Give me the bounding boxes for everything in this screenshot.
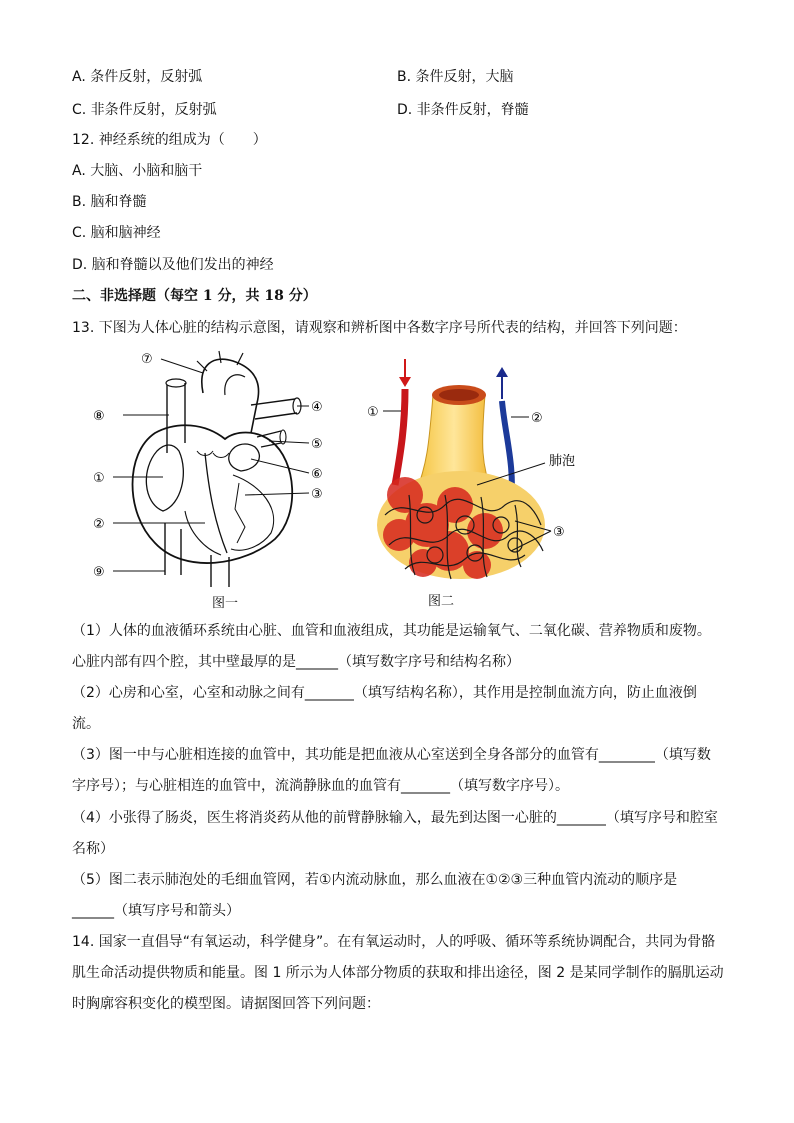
fig1-caption: 图一 xyxy=(212,596,239,611)
q13-p4-line1: （4）小张得了肠炎，医生将消炎药从他的前臂静脉输入，最先到达图一心脏的_______（填写序号和腔室 xyxy=(72,810,718,826)
q13-p5-line2: ______（填写序号和箭头） xyxy=(72,903,240,919)
fig1-label-6: ⑥ xyxy=(311,467,323,482)
fig2-label-1: ① xyxy=(367,405,379,420)
fig1-label-2: ② xyxy=(93,517,105,532)
q12-option-b: B. 脑和脊髓 xyxy=(72,194,147,210)
heart-diagram xyxy=(85,343,345,589)
q13-p2-line2: 流。 xyxy=(72,716,100,732)
q12-option-c: C. 脑和脑神经 xyxy=(72,225,161,241)
q13-p4-line2: 名称） xyxy=(72,841,114,857)
fig1-label-8: ⑧ xyxy=(93,409,105,424)
fig1-label-3: ③ xyxy=(311,487,323,502)
q13-p1-line2: 心脏内部有四个腔，其中壁最厚的是______（填写数字序号和结构名称） xyxy=(72,654,520,670)
q12-option-d: D. 脑和脊髓以及他们发出的神经 xyxy=(72,257,274,273)
q13-p1-line1: （1）人体的血液循环系统由心脏、血管和血液组成，其功能是运输氧气、二氧化碳、营养物质和废物。 xyxy=(72,623,711,639)
fig2-label-3: ③ xyxy=(553,525,565,540)
q12-stem: 12. 神经系统的组成为（ ） xyxy=(72,132,267,148)
q13-p5-line1: （5）图二表示肺泡处的毛细血管网，若①内流动脉血，那么血液在①②③三种血管内流动的顺序是 xyxy=(72,872,678,888)
alveolus-diagram xyxy=(365,355,605,587)
fig1-label-9: ⑨ xyxy=(93,565,105,580)
q11-option-d: D. 非条件反射，脊髓 xyxy=(397,102,529,118)
q14-line2: 肌生命活动提供物质和能量。图 1 所示为人体部分物质的获取和排出途径，图 2 是某同学制作的膈肌运动 xyxy=(72,965,724,981)
fig2-label-2: ② xyxy=(531,411,543,426)
fig1-label-5: ⑤ xyxy=(311,437,323,452)
fig1-label-1: ① xyxy=(93,471,105,486)
q13-p2-line1: （2）心房和心室，心室和动脉之间有_______（填写结构名称），其作用是控制血流方向，防止血液倒 xyxy=(72,685,697,701)
fig1-label-4: ④ xyxy=(311,400,323,415)
q13-p3-line2: 字序号）；与心脏相连的血管中，流淌静脉血的血管有_______（填写数字序号）。 xyxy=(72,778,569,794)
fig2-caption: 图二 xyxy=(428,594,455,609)
fig2-label-alveolus: 肺泡 xyxy=(549,454,576,469)
q11-option-a: A. 条件反射，反射弧 xyxy=(72,69,203,85)
q12-option-a: A. 大脑、小脑和脑干 xyxy=(72,163,203,179)
q13-stem: 13. 下图为人体心脏的结构示意图，请观察和辨析图中各数字序号所代表的结构，并回答下列问题： xyxy=(72,320,687,336)
section-title: 二、非选择题（每空 1 分，共 18 分） xyxy=(72,288,317,304)
q11-option-c: C. 非条件反射，反射弧 xyxy=(72,102,217,118)
q13-p3-line1: （3）图一中与心脏相连接的血管中，其功能是把血液从心室送到全身各部分的血管有________（填写数 xyxy=(72,747,711,763)
q11-option-b: B. 条件反射，大脑 xyxy=(397,69,514,85)
q14-line1: 14. 国家一直倡导“有氧运动，科学健身”。在有氧运动时，人的呼吸、循环等系统协调配合，共同为骨骼 xyxy=(72,934,716,950)
fig1-label-7: ⑦ xyxy=(141,352,153,367)
q14-line3: 时胸廓容积变化的模型图。请据图回答下列问题： xyxy=(72,996,380,1012)
